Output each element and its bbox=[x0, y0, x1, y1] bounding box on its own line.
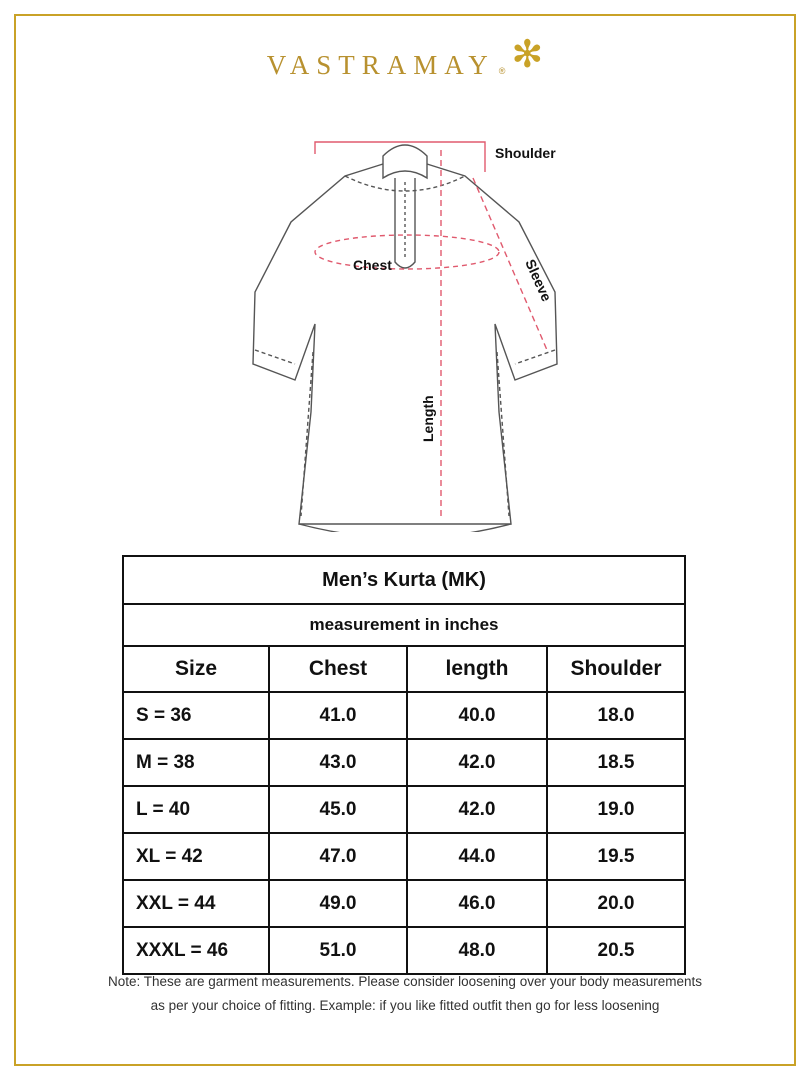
note-line-1: Note: These are garment measurements. Please consider loosening over your body measurements bbox=[107, 974, 703, 989]
table-title: Men’s Kurta (MK) bbox=[123, 556, 685, 604]
table-row bbox=[123, 692, 685, 739]
cell-shoulder: 19.5 bbox=[547, 833, 685, 880]
cell-size: XXXL = 46 bbox=[123, 927, 269, 974]
brand-name: VASTRAMAY bbox=[266, 50, 495, 80]
cell-shoulder: 18.5 bbox=[547, 739, 685, 786]
size-chart-table bbox=[122, 555, 686, 975]
cell-shoulder: 20.0 bbox=[547, 880, 685, 927]
note-line-2: as per your choice of fitting. Example: if you like fitted outfit then go for less loosening bbox=[150, 997, 660, 1013]
table-header-row bbox=[123, 646, 685, 692]
cell-length: 46.0 bbox=[407, 880, 547, 927]
cell-chest: 51.0 bbox=[269, 927, 407, 974]
label-chest: Chest bbox=[353, 257, 392, 273]
table-title-row bbox=[123, 556, 685, 604]
cell-shoulder: 20.5 bbox=[547, 927, 685, 974]
cell-size: XXL = 44 bbox=[123, 880, 269, 927]
brand-flower-icon: ✻ bbox=[511, 34, 544, 76]
label-sleeve: Sleeve bbox=[522, 256, 555, 304]
cell-chest: 41.0 bbox=[269, 692, 407, 739]
column-header-chest: Chest bbox=[269, 646, 407, 692]
cell-length: 42.0 bbox=[407, 786, 547, 833]
cell-shoulder: 18.0 bbox=[547, 692, 685, 739]
table-row bbox=[123, 880, 685, 927]
cell-length: 42.0 bbox=[407, 739, 547, 786]
kurta-measurement-illustration bbox=[0, 112, 810, 542]
footer-note bbox=[36, 970, 774, 1017]
table-subtitle-row bbox=[123, 604, 685, 646]
cell-length: 48.0 bbox=[407, 927, 547, 974]
column-header-size: Size bbox=[123, 646, 269, 692]
cell-chest: 47.0 bbox=[269, 833, 407, 880]
table-row bbox=[123, 833, 685, 880]
cell-shoulder: 19.0 bbox=[547, 786, 685, 833]
cell-chest: 49.0 bbox=[269, 880, 407, 927]
table-row bbox=[123, 927, 685, 974]
cell-length: 44.0 bbox=[407, 833, 547, 880]
cell-size: L = 40 bbox=[123, 786, 269, 833]
cell-size: M = 38 bbox=[123, 739, 269, 786]
registered-trademark-symbol: ® bbox=[498, 66, 506, 76]
table-subtitle: measurement in inches bbox=[123, 604, 685, 646]
column-header-shoulder: Shoulder bbox=[547, 646, 685, 692]
cell-length: 40.0 bbox=[407, 692, 547, 739]
brand-header bbox=[0, 36, 810, 79]
table-row bbox=[123, 739, 685, 786]
cell-size: XL = 42 bbox=[123, 833, 269, 880]
cell-chest: 45.0 bbox=[269, 786, 407, 833]
cell-size: S = 36 bbox=[123, 692, 269, 739]
column-header-length: length bbox=[407, 646, 547, 692]
label-length: Length bbox=[420, 395, 436, 442]
cell-chest: 43.0 bbox=[269, 739, 407, 786]
label-shoulder: Shoulder bbox=[495, 145, 556, 161]
table-row bbox=[123, 786, 685, 833]
